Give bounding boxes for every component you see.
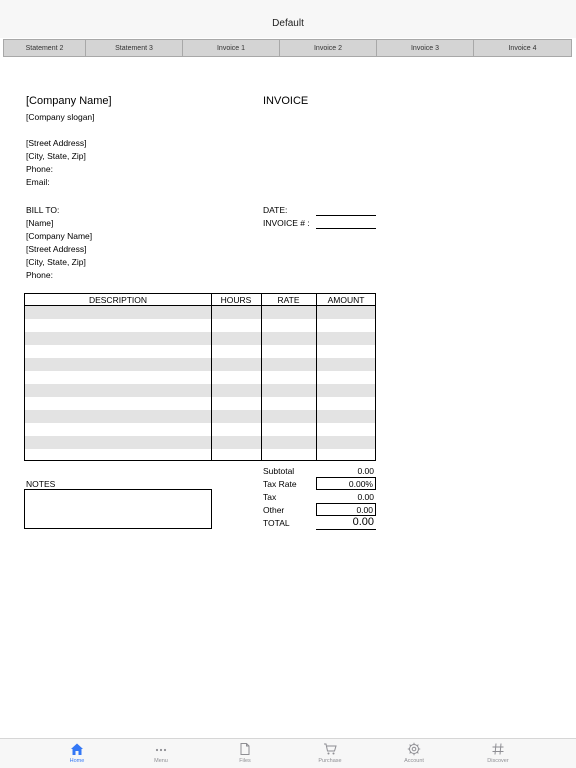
date-label: DATE: [263, 205, 288, 215]
tax-label: Tax [263, 492, 277, 502]
company-phone-label[interactable]: Phone: [26, 164, 53, 174]
table-row[interactable] [25, 332, 375, 345]
nav-account[interactable] [384, 742, 444, 764]
company-name[interactable]: [Company Name] [26, 95, 112, 107]
tab-invoice-2[interactable]: Invoice 2 [280, 40, 377, 56]
more-dots-icon [154, 742, 168, 756]
tab-invoice-4[interactable]: Invoice 4 [508, 44, 537, 52]
invoice-heading: INVOICE [263, 95, 309, 107]
other-input[interactable] [316, 503, 376, 516]
subtotal-label: Subtotal [263, 466, 295, 476]
invoice-number-field[interactable] [316, 228, 376, 229]
tax-rate-value: 0.00% [348, 479, 373, 489]
bill-to-street[interactable]: [Street Address] [26, 244, 87, 254]
column-divider [211, 294, 212, 460]
document-icon [238, 742, 252, 756]
home-icon [70, 742, 84, 756]
bill-to-label: BILL TO: [26, 205, 60, 215]
table-row[interactable] [25, 384, 375, 397]
nav-purchase[interactable] [300, 742, 360, 764]
table-header [25, 294, 375, 306]
table-row[interactable] [25, 358, 375, 371]
col-hours-header: HOURS [220, 295, 252, 305]
table-row[interactable] [25, 436, 375, 449]
nav-menu-label: Menu [154, 758, 168, 764]
total-underline [316, 529, 376, 530]
cart-icon [323, 742, 337, 756]
other-label: Other [263, 505, 285, 515]
date-field[interactable] [316, 215, 376, 216]
bottom-tab-bar [0, 738, 576, 768]
nav-discover-label: Discover [487, 758, 509, 764]
tax-rate-input[interactable] [316, 477, 376, 490]
tab-statement-3[interactable]: Statement 3 [86, 40, 183, 56]
col-description-header: DESCRIPTION [88, 295, 148, 305]
table-row[interactable] [25, 306, 375, 319]
line-items-table [24, 293, 376, 461]
notes-label: NOTES [26, 479, 56, 489]
tab-invoice-1[interactable]: Invoice 1 [183, 40, 280, 56]
nav-purchase-label: Purchase [318, 758, 342, 764]
nav-menu[interactable] [131, 742, 191, 764]
title-bar [0, 0, 576, 38]
company-city[interactable]: [City, State, Zip] [26, 151, 86, 161]
bill-to-name[interactable]: [Name] [26, 218, 54, 228]
table-row[interactable] [25, 410, 375, 423]
tab-statement-2[interactable]: Statement 2 [4, 40, 86, 56]
other-value: 0.00 [356, 505, 373, 515]
company-slogan[interactable]: [Company slogan] [26, 112, 95, 122]
gear-icon [407, 742, 421, 756]
bill-to-company[interactable]: [Company Name] [26, 231, 93, 241]
company-email-label[interactable]: Email: [26, 177, 50, 187]
subtotal-value: 0.00 [357, 466, 374, 476]
invoice-number-label: INVOICE # : [263, 218, 310, 228]
total-label: TOTAL [263, 518, 290, 528]
tax-value: 0.00 [357, 492, 374, 502]
column-divider [316, 294, 317, 460]
hashtag-icon [491, 742, 505, 756]
col-rate-header: RATE [277, 295, 300, 305]
nav-files[interactable] [215, 742, 275, 764]
column-divider [261, 294, 262, 460]
window-title: Default [272, 18, 304, 29]
col-amount-header: AMOUNT [327, 295, 365, 305]
bill-to-phone[interactable]: Phone: [26, 270, 53, 280]
nav-discover[interactable] [468, 742, 528, 764]
notes-box[interactable] [24, 489, 212, 529]
nav-home-label: Home [69, 758, 85, 764]
nav-files-label: Files [239, 758, 251, 764]
bill-to-city[interactable]: [City, State, Zip] [26, 257, 86, 267]
company-street[interactable]: [Street Address] [26, 138, 87, 148]
nav-account-label: Account [404, 758, 424, 764]
sheet-tabs [3, 39, 572, 57]
total-value: 0.00 [352, 516, 374, 528]
tab-invoice-3[interactable]: Invoice 3 [377, 40, 474, 56]
nav-home[interactable] [47, 742, 107, 764]
tax-rate-label: Tax Rate [263, 479, 297, 489]
